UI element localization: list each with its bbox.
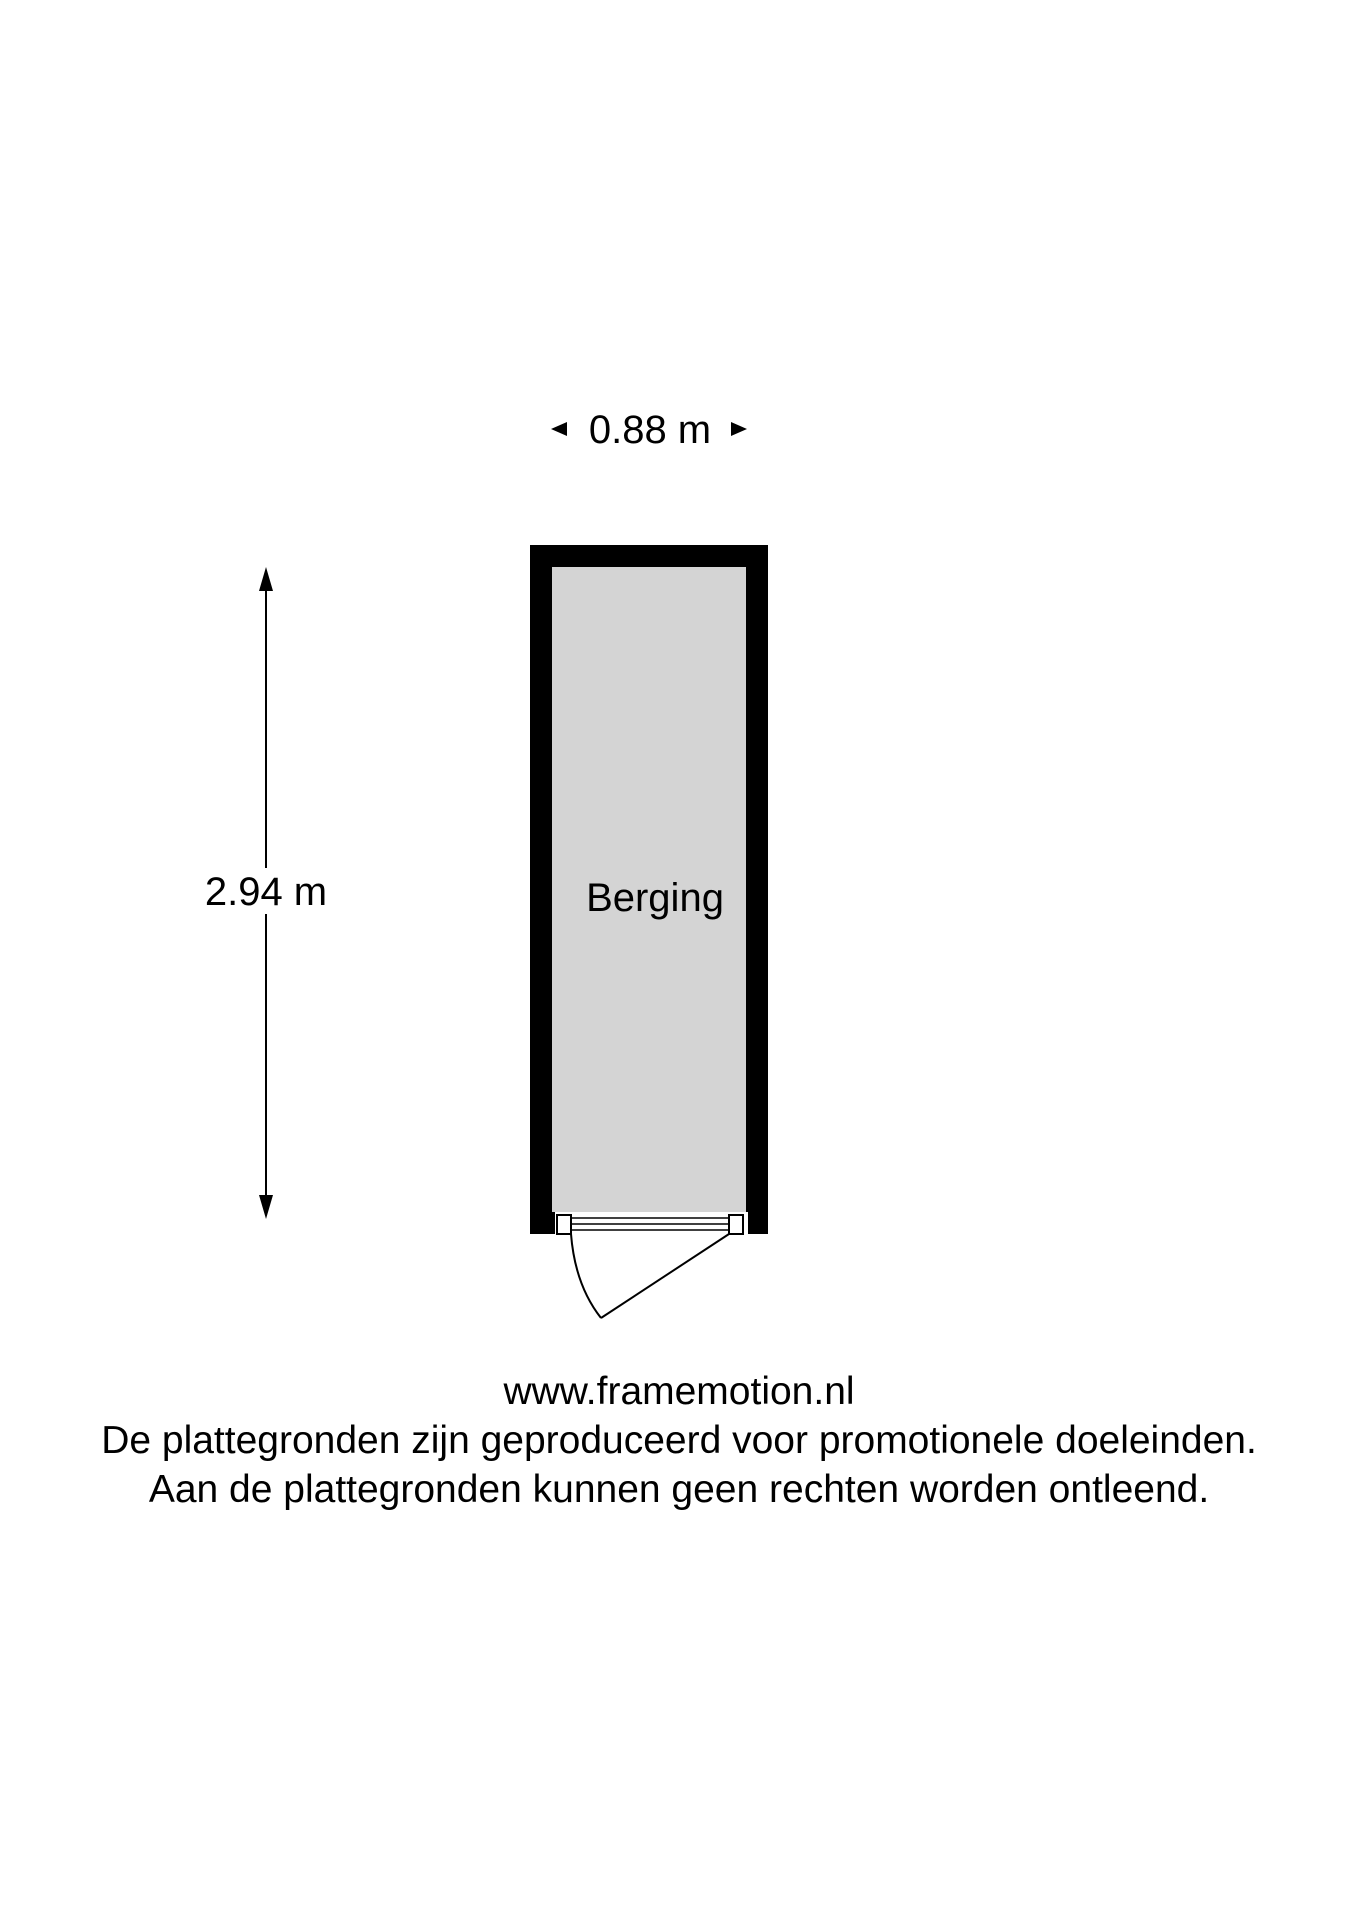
width-label: 0.88 m bbox=[588, 408, 712, 452]
width-dimension bbox=[551, 408, 747, 452]
door bbox=[555, 1212, 748, 1318]
door-leaf bbox=[601, 1234, 729, 1318]
width-arrow-left-icon bbox=[551, 422, 567, 436]
length-arrow-bottom-icon bbox=[259, 1195, 273, 1219]
footer-disclaimer-line1: De plattegronden zijn geproduceerd voor promotionele doeleinden. bbox=[101, 1419, 1257, 1462]
length-label: 2.94 m bbox=[204, 870, 328, 914]
length-dimension bbox=[196, 567, 336, 1219]
length-arrow-top-icon bbox=[259, 567, 273, 591]
room-berging bbox=[530, 545, 768, 1234]
door-jamb-right bbox=[729, 1215, 743, 1234]
door-jamb-left bbox=[557, 1215, 571, 1234]
door-swing-arc bbox=[571, 1234, 601, 1318]
room-label: Berging bbox=[586, 876, 724, 920]
footer-website: www.framemotion.nl bbox=[503, 1370, 855, 1413]
footer-disclaimer-line2: Aan de plattegronden kunnen geen rechten worden ontleend. bbox=[148, 1468, 1210, 1511]
width-arrow-right-icon bbox=[731, 422, 747, 436]
